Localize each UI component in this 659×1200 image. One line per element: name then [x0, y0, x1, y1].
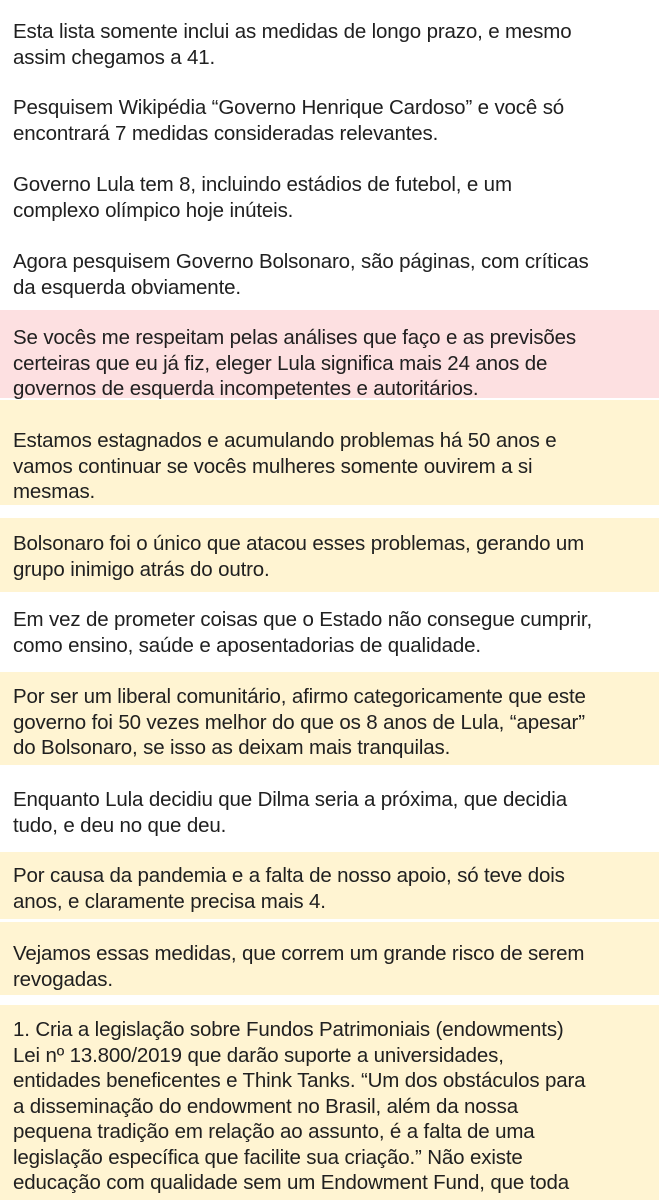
- paragraph-4: Agora pesquisem Governo Bolsonaro, são páginas, com críticas da esquerda obviamente.: [13, 250, 589, 299]
- paragraph-2: Pesquisem Wikipédia “Governo Henrique Cardoso” e você só encontrará 7 medidas consideradas relevantes.: [13, 96, 565, 145]
- paragraph-5: Se vocês me respeitam pelas análises que faço e as previsões certeiras que eu já fiz, eleger Lula significa mais 24 anos de governos de esquerda incompetentes e autoritários.: [13, 326, 577, 400]
- paragraph-12: Vejamos essas medidas, que correm um grande risco de serem revogadas.: [13, 942, 585, 991]
- paragraph-6: Estamos estagnados e acumulando problemas há 50 anos e vamos continuar se vocês mulheres somente ouvirem a si mesmas.: [13, 429, 557, 503]
- paragraph-10: Enquanto Lula decidiu que Dilma seria a próxima, que decidia tudo, e deu no que deu.: [13, 788, 567, 837]
- paragraph-7: Bolsonaro foi o único que atacou esses problemas, gerando um grupo inimigo atrás do outro.: [13, 532, 585, 581]
- paragraph-8: Em vez de prometer coisas que o Estado não consegue cumprir, como ensino, saúde e aposentadorias de qualidade.: [13, 608, 592, 657]
- paragraph-9: Por ser um liberal comunitário, afirmo categoricamente que este governo foi 50 vezes melhor do que os 8 anos de Lula, “apesar” do Bolsonaro, se isso as deixam mais tranquilas.: [13, 685, 586, 759]
- paragraph-11: Por causa da pandemia e a falta de nosso apoio, só teve dois anos, e claramente precisa mais 4.: [13, 864, 565, 913]
- paragraph-13: 1. Cria a legislação sobre Fundos Patrimoniais (endowments) Lei nº 13.800/2019 que darão suporte a universidades, entidades beneficentes e Think Tanks. “Um dos obstáculos para a disseminação do endowment no Brasil, além da nossa pequena tradição em relação ao assunto, é a falta de uma legislação específica que facilite sua criação.” Não existe educação com qualidade sem um Endowment Fund, que toda: [13, 1018, 586, 1194]
- paragraph-3: Governo Lula tem 8, incluindo estádios de futebol, e um complexo olímpico hoje inúteis.: [13, 173, 512, 222]
- paragraph-1: Esta lista somente inclui as medidas de longo prazo, e mesmo assim chegamos a 41.: [13, 20, 572, 69]
